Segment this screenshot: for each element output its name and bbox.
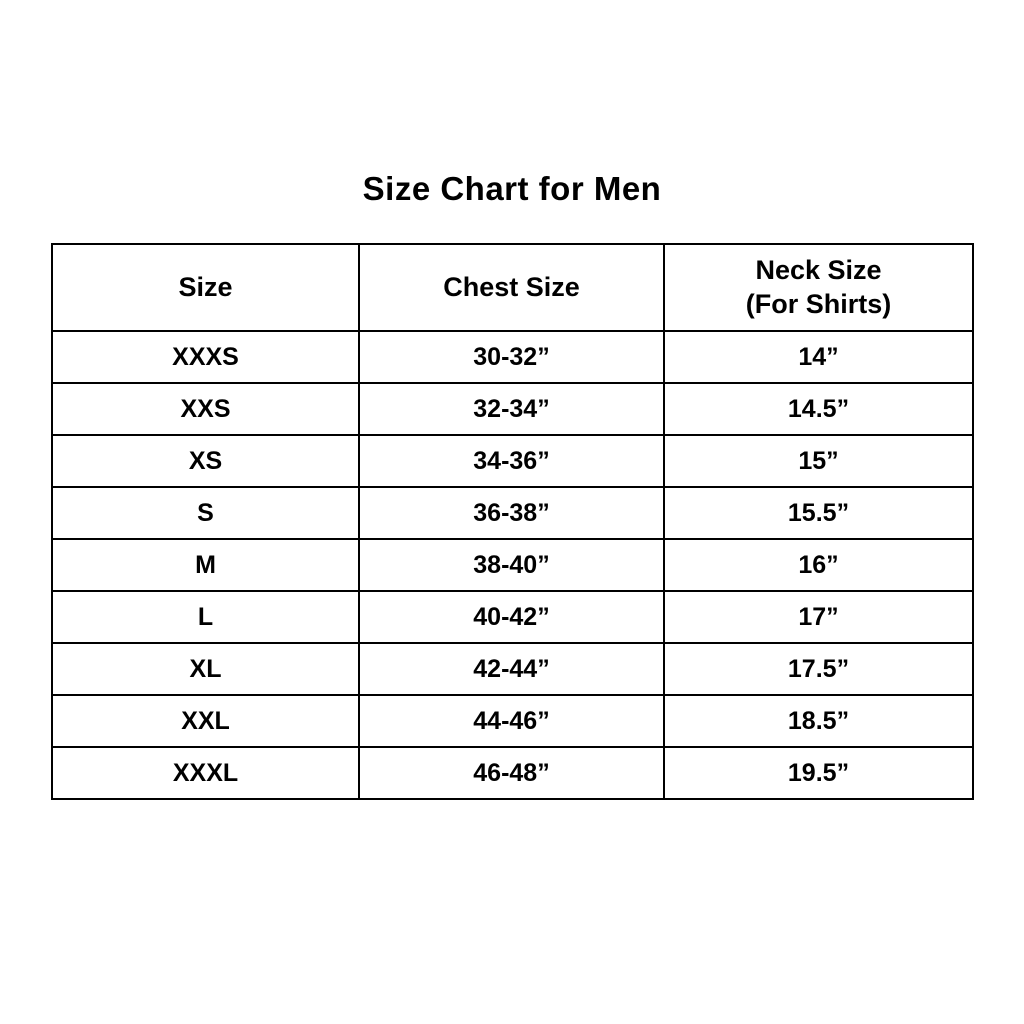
- size-cell: XS: [52, 435, 359, 487]
- size-cell: XL: [52, 643, 359, 695]
- size-cell: XXS: [52, 383, 359, 435]
- neck-size-cell: 17”: [664, 591, 973, 643]
- table-body: [52, 331, 973, 799]
- size-cell: M: [52, 539, 359, 591]
- neck-size-cell: 14.5”: [664, 383, 973, 435]
- column-header-neck-size-sublabel: (For Shirts): [745, 288, 892, 319]
- neck-size-cell: 14”: [664, 331, 973, 383]
- size-chart-table: [51, 243, 974, 800]
- chest-size-cell: 38-40”: [359, 539, 664, 591]
- column-header-size-label: Size: [178, 271, 233, 302]
- table-row: [52, 487, 973, 539]
- table-header: [52, 244, 973, 331]
- size-cell: XXXS: [52, 331, 359, 383]
- neck-size-cell: 17.5”: [664, 643, 973, 695]
- table-row: [52, 435, 973, 487]
- size-cell: XXL: [52, 695, 359, 747]
- column-header-chest-size-label: Chest Size: [443, 271, 580, 302]
- chest-size-cell: 34-36”: [359, 435, 664, 487]
- chest-size-cell: 36-38”: [359, 487, 664, 539]
- chest-size-cell: 46-48”: [359, 747, 664, 799]
- size-cell: S: [52, 487, 359, 539]
- header-row: [52, 244, 973, 331]
- neck-size-cell: 18.5”: [664, 695, 973, 747]
- size-cell: XXXL: [52, 747, 359, 799]
- chest-size-cell: 44-46”: [359, 695, 664, 747]
- column-header-neck-size: [664, 244, 973, 331]
- neck-size-cell: 15”: [664, 435, 973, 487]
- table-row: [52, 747, 973, 799]
- neck-size-cell: 15.5”: [664, 487, 973, 539]
- column-header-neck-size-label: Neck Size: [755, 254, 882, 285]
- column-header-size: [52, 244, 359, 331]
- neck-size-cell: 19.5”: [664, 747, 973, 799]
- page-title: Size Chart for Men: [362, 170, 662, 207]
- table-row: [52, 383, 973, 435]
- table-row: [52, 695, 973, 747]
- table-row: [52, 539, 973, 591]
- chest-size-cell: 40-42”: [359, 591, 664, 643]
- size-cell: L: [52, 591, 359, 643]
- chest-size-cell: 32-34”: [359, 383, 664, 435]
- chest-size-cell: 42-44”: [359, 643, 664, 695]
- table-row: [52, 591, 973, 643]
- chest-size-cell: 30-32”: [359, 331, 664, 383]
- column-header-chest-size: [359, 244, 664, 331]
- neck-size-cell: 16”: [664, 539, 973, 591]
- table-row: [52, 331, 973, 383]
- table-row: [52, 643, 973, 695]
